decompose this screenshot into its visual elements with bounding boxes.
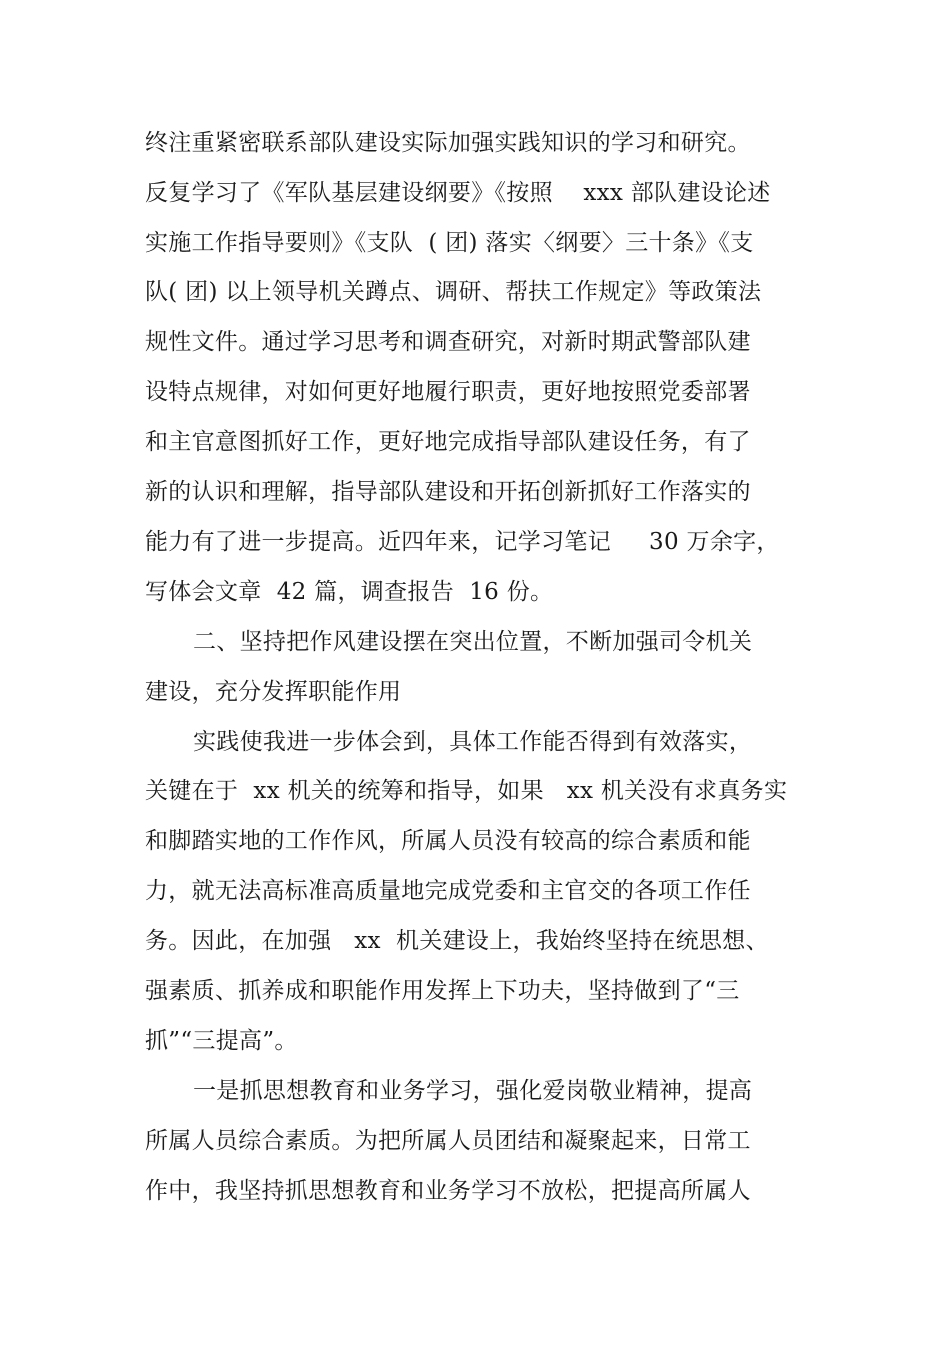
text-line: 抓”“三提高”。 [145, 1028, 298, 1054]
text-line: 和主官意图抓好工作，更好地完成指导部队建设任务，有了 [145, 429, 751, 455]
text-line: 力，就无法高标准高质量地完成党委和主官交的各项工作任 [145, 878, 751, 904]
text-line: 强素质、抓养成和职能作用发挥上下功夫，坚持做到了“三 [145, 978, 740, 1004]
text-line: 设特点规律，对如何更好地履行职责，更好地按照党委部署 [145, 379, 751, 405]
text-line: 新的认识和理解，指导部队建设和开拓创新抓好工作落实的 [145, 479, 751, 505]
text-line: 实施工作指导要则》《支队 ( 团) 落实〈纲要〉三十条》《支 [145, 230, 754, 256]
text-line: 实践使我进一步体会到，具体工作能否得到有效落实， [193, 729, 753, 755]
text-line: 能力有了进一步提高。近四年来，记学习笔记 30 万余字， [145, 529, 780, 555]
text-line: 务。因此，在加强 xx 机关建设上，我始终坚持在统思想、 [145, 928, 769, 954]
section-heading-line: 二、坚持把作风建设摆在突出位置，不断加强司令机关 [193, 629, 753, 655]
section-heading-line: 建设，充分发挥职能作用 [145, 679, 402, 705]
text-line: 关键在于 xx 机关的统筹和指导，如果 xx 机关没有求真务实 [145, 778, 788, 804]
text-line: 一是抓思想教育和业务学习，强化爱岗敬业精神，提高 [193, 1078, 753, 1104]
text-line: 队( 团) 以上领导机关蹲点、调研、帮扶工作规定》等政策法 [145, 279, 762, 305]
text-line: 规性文件。通过学习思考和调查研究，对新时期武警部队建 [145, 329, 751, 355]
text-line: 终注重紧密联系部队建设实际加强实践知识的学习和研究。 [145, 130, 751, 156]
text-line: 所属人员综合素质。为把所属人员团结和凝聚起来，日常工 [145, 1128, 751, 1154]
text-line: 反复学习了《军队基层建设纲要》《按照 xxx 部队建设论述 [145, 180, 771, 206]
text-line: 写体会文章 42 篇，调查报告 16 份。 [145, 579, 554, 605]
text-line: 和脚踏实地的工作作风，所属人员没有较高的综合素质和能 [145, 828, 751, 854]
text-line: 作中，我坚持抓思想教育和业务学习不放松，把提高所属人 [145, 1178, 751, 1204]
